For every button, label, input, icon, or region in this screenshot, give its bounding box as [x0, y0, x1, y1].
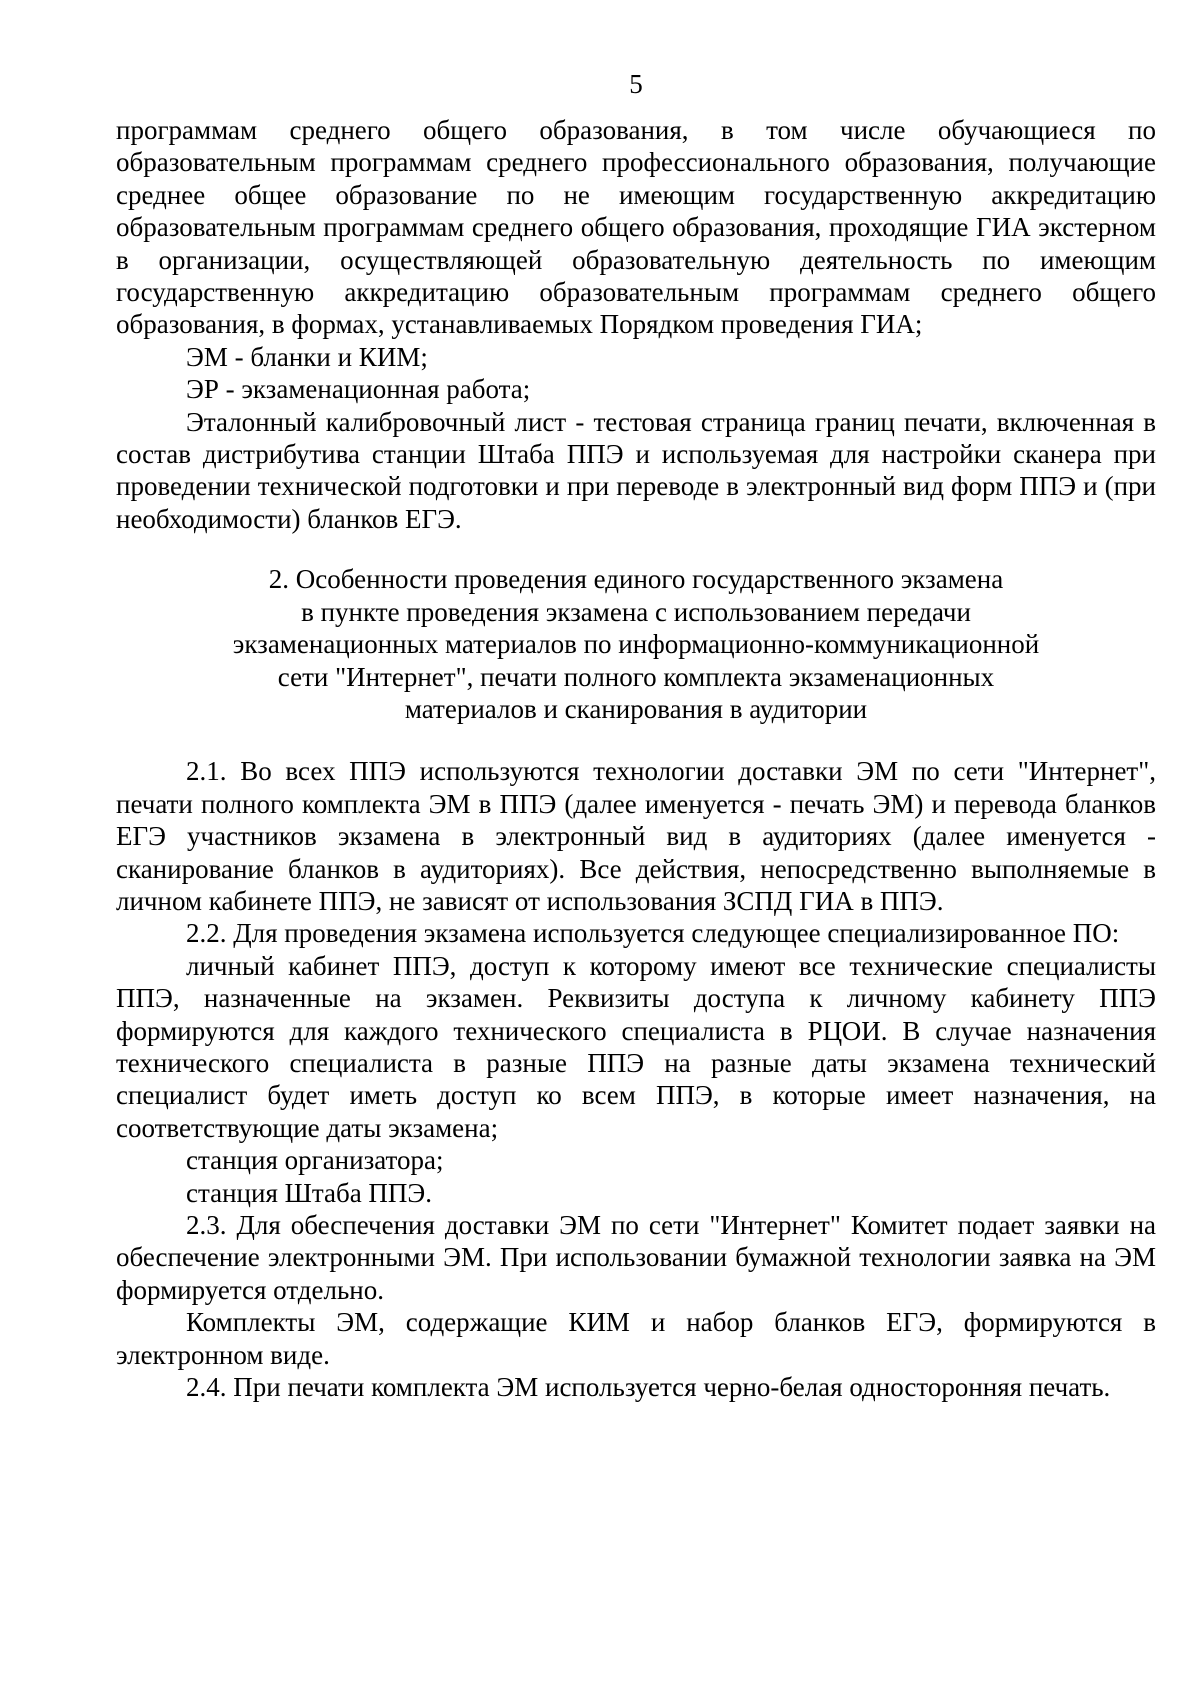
paragraph-2-2: 2.2. Для проведения экзамена используется следующее специализированное ПО:: [186, 918, 1120, 949]
definition-calibration-sheet: Эталонный калибровочный лист - тестовая страница границ печати, включенная в состав дистрибутива станции Штаба ППЭ и используемая для настройки сканера при проведении технической подготовки и при переводе в электронный вид форм ППЭ и (при необходимости) бланков ЕГЭ.: [116, 406, 1156, 534]
document-page: [116, 70, 1156, 1403]
paragraph-2-3-kits: Комплекты ЭМ, содержащие КИМ и набор бланков ЕГЭ, формируются в электронном виде.: [116, 1307, 1156, 1370]
definition-em: ЭМ - бланки и КИМ;: [186, 341, 428, 372]
section-heading-line: сети "Интернет", печати полного комплекта экзаменационных: [277, 661, 995, 692]
paragraph-2-3: 2.3. Для обеспечения доставки ЭМ по сети "Интернет" Комитет подает заявки на обеспечение электронными ЭМ. При использовании бумажной технологии заявка на ЭМ формируется отдельно.: [116, 1210, 1156, 1305]
section-heading-line: в пункте проведения экзамена с использованием передачи: [301, 596, 971, 627]
list-item-hq-station: станция Штаба ППЭ.: [186, 1177, 433, 1208]
section-heading-line: 2. Особенности проведения единого государственного экзамена: [268, 564, 1004, 595]
paragraph-2-4: 2.4. При печати комплекта ЭМ используется черно-белая односторонняя печать.: [186, 1372, 1111, 1403]
section-heading: [116, 563, 1156, 725]
list-item-personal-cabinet: личный кабинет ППЭ, доступ к которому имеют все технические специалисты ППЭ, назначенные на экзамен. Реквизиты доступа к личному кабинету ППЭ формируются для каждого технического специалиста в РЦОИ. В случае назначения технического специалиста в разные ППЭ на разные даты экзамена технический специалист будет иметь доступ ко всем ППЭ, в которые имеет назначения, на соответствующие даты экзамена;: [116, 950, 1156, 1143]
definition-er: ЭР - экзаменационная работа;: [186, 374, 531, 405]
page-number: 5: [629, 69, 643, 99]
list-item-organizer-station: станция организатора;: [186, 1145, 444, 1176]
section-heading-line: материалов и сканирования в аудитории: [404, 693, 868, 724]
section-heading-line: экзаменационных материалов по информационно-коммуникационной: [232, 629, 1040, 660]
paragraph-continuation: программам среднего общего образования, в том числе обучающиеся по образовательным программам среднего профессионального образования, получающие среднее общее образование по не имеющим государственную аккредитацию образовательным программам среднего общего образования, проходящие ГИА экстерном в организации, осуществляющей образовательную деятельность по имеющим государственную аккредитацию образовательным программам среднего общего образования, в формах, устанавливаемых Порядком проведения ГИА;: [116, 115, 1156, 340]
paragraph-2-1: 2.1. Во всех ППЭ используются технологии доставки ЭМ по сети "Интернет", печати полного комплекта ЭМ в ППЭ (далее именуется - печать ЭМ) и перевода бланков ЕГЭ участников экзамена в электронный вид в аудиториях (далее именуется - сканирование бланков в аудиториях). Все действия, непосредственно выполняемые в личном кабинете ППЭ, не зависят от использования ЗСПД ГИА в ППЭ.: [116, 756, 1156, 916]
